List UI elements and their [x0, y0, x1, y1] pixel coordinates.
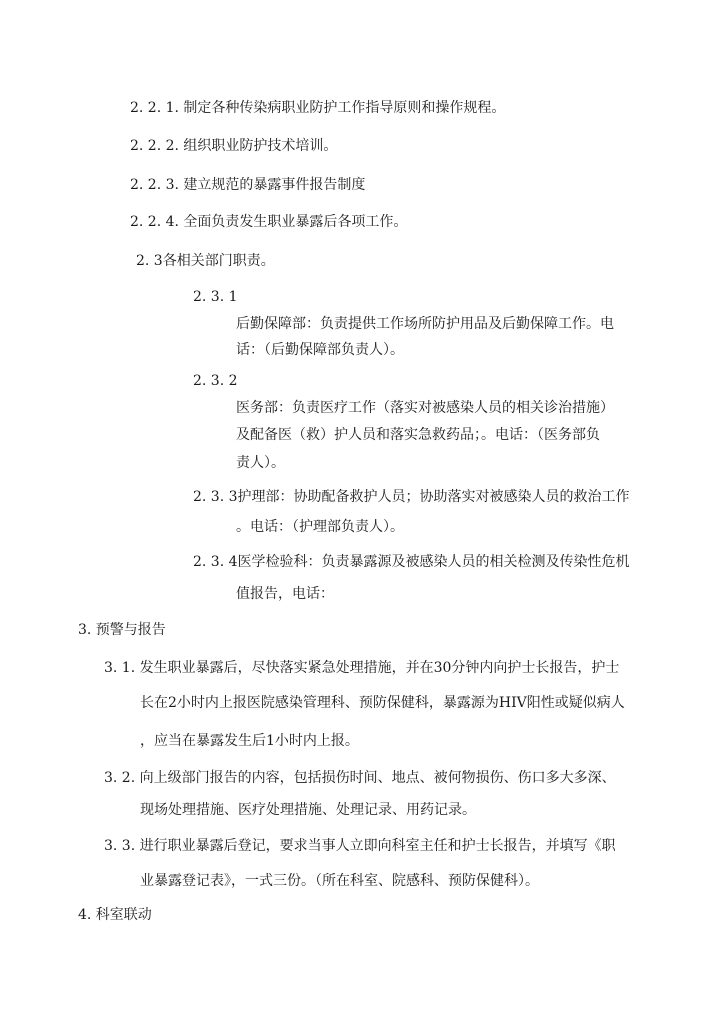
- clause-3-1-end: ，应当在暴露发生后1小时内上报。: [140, 733, 359, 749]
- clause-2-2-2: 2. 2. 2. 组织职业防护技术培训。: [130, 138, 338, 154]
- clause-2-3-3-cont: 。电话：（护理部负责人）。: [236, 519, 404, 535]
- clause-2-3-1-text-cont: 话：（后勤保障部负责人）。: [236, 342, 404, 358]
- clause-2-2-1: 2. 2. 1. 制定各种传染病职业防护工作指导原则和操作规程。: [130, 100, 506, 116]
- clause-2-3-2-number: 2. 3. 2: [193, 373, 238, 389]
- clause-3-1-cont: 长在2小时内上报医院感染管理科、预防保健科，暴露源为HIV阳性或疑似病人: [140, 695, 625, 711]
- clause-2-3-2-text-cont: 及配备医（救）护人员和落实急救药品；。电话：（医务部负: [236, 427, 600, 443]
- section-2-3-heading: 2. 3各相关部门职责。: [136, 253, 275, 269]
- clause-2-2-3: 2. 2. 3. 建立规范的暴露事件报告制度: [130, 177, 366, 193]
- clause-3-1: 3. 1. 发生职业暴露后，尽快落实紧急处理措施，并在30分钟内向护士长报告，护士: [104, 660, 620, 676]
- clause-3-2: 3. 2. 向上级部门报告的内容，包括损伤时间、地点、被何物损伤、伤口多大多深、: [104, 770, 616, 786]
- section-3-heading: 3. 预警与报告: [78, 622, 166, 638]
- clause-2-3-1-text: 后勤保障部：负责提供工作场所防护用品及后勤保障工作。电: [236, 316, 614, 332]
- clause-2-3-4: 2. 3. 4医学检验科：负责暴露源及被感染人员的相关检测及传染性危机: [193, 554, 630, 570]
- clause-3-2-cont: 现场处理措施、医疗处理措施、处理记录、用药记录。: [140, 802, 476, 818]
- clause-2-3-1-number: 2. 3. 1: [193, 289, 238, 305]
- clause-3-3-cont: 业暴露登记表》，一式三份。（所在科室、院感科、预防保健科）。: [140, 873, 539, 889]
- clause-2-3-2-text-end: 责人）。: [236, 455, 285, 471]
- clause-2-3-4-cont: 值报告，电话：: [236, 586, 334, 602]
- section-4-heading: 4. 科室联动: [78, 907, 152, 923]
- clause-2-3-2-text: 医务部：负责医疗工作（落实对被感染人员的相关诊治措施）: [236, 400, 614, 416]
- clause-2-3-3: 2. 3. 3护理部：协助配备救护人员；协助落实对被感染人员的救治工作: [193, 489, 630, 505]
- clause-2-2-4: 2. 2. 4. 全面负责发生职业暴露后各项工作。: [130, 214, 408, 230]
- clause-3-3: 3. 3. 进行职业暴露后登记，要求当事人立即向科室主任和护士长报告，并填写《职: [104, 838, 616, 854]
